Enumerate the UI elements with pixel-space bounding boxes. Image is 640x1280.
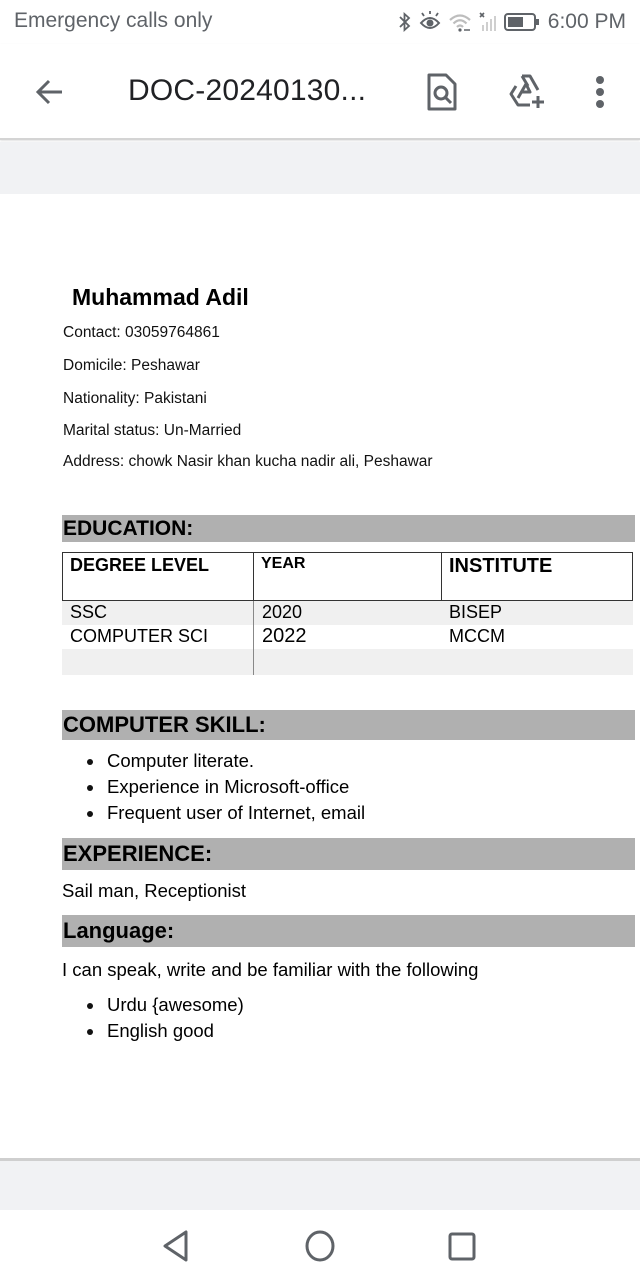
add-to-drive-button[interactable] [506,70,550,114]
battery-icon [504,11,540,33]
computer-skill-heading: COMPUTER SKILL: [62,710,635,740]
table-cell: MCCM [449,626,505,646]
document-page[interactable] [0,194,640,1158]
status-bar [0,0,640,44]
list-item: Urdu {awesome) [86,992,244,1018]
column-header: DEGREE LEVEL [63,553,254,600]
recents-square-icon [446,1230,478,1262]
table-cell: SSC [70,602,108,622]
table-cell [253,649,441,675]
language-list [86,992,244,1044]
find-in-document-icon [426,72,458,112]
education-table [62,552,633,675]
education-heading: EDUCATION: [62,515,635,542]
more-options-button[interactable] [578,70,622,114]
add-to-drive-icon [508,72,548,112]
clock: 6:00 PM [547,10,626,33]
wifi-icon [448,11,472,33]
carrier-status-text: Emergency calls only [14,9,213,32]
bluetooth-icon [398,11,412,33]
viewer-background-bottom [0,1158,640,1210]
info-marital-status: Marital status: Un-Married [63,422,242,439]
resume-name: Muhammad Adil [72,284,249,310]
info-address: Address: chowk Nasir khan kucha nadir ali, Peshawar [63,453,433,470]
list-item: Frequent user of Internet, email [86,800,365,826]
table-cell: 2020 [253,601,441,625]
language-heading: Language: [62,915,635,947]
experience-heading: EXPERIENCE: [62,838,635,870]
arrow-left-icon [30,72,70,112]
find-in-document-button[interactable] [420,70,464,114]
table-row [62,625,633,649]
table-row [62,601,633,625]
column-header: YEAR [254,553,442,600]
table-cell: 2022 [253,625,441,649]
info-contact: Contact: 03059764861 [63,324,220,341]
table-cell [441,649,633,675]
eye-comfort-icon [418,11,442,33]
column-header: INSTITUTE [449,555,553,577]
viewer-background [0,142,640,194]
info-domicile: Domicile: Peshawar [63,357,200,374]
table-cell: BISEP [449,602,503,622]
back-button[interactable] [30,72,70,112]
nav-home-button[interactable] [300,1226,340,1266]
document-title: DOC-20240130... [128,74,367,107]
experience-text: Sail man, Receptionist [62,880,247,901]
nav-recents-button[interactable] [442,1226,482,1266]
list-item: Computer literate. [86,748,365,774]
table-row [62,649,633,675]
computer-skill-list [86,748,365,826]
nav-back-button[interactable] [156,1226,196,1266]
table-header [62,552,633,601]
list-item: English good [86,1018,244,1044]
more-vert-icon [594,72,606,112]
table-cell [62,649,253,675]
no-signal-icon [478,11,498,33]
status-icons [398,7,626,37]
list-item: Experience in Microsoft-office [86,774,365,800]
home-circle-icon [303,1228,337,1264]
language-intro: I can speak, write and be familiar with the following [62,959,479,980]
system-nav-bar [0,1210,640,1280]
info-nationality: Nationality: Pakistani [63,390,207,407]
table-cell: COMPUTER SCI [70,626,209,646]
app-bar [0,44,640,140]
back-triangle-icon [161,1228,191,1264]
